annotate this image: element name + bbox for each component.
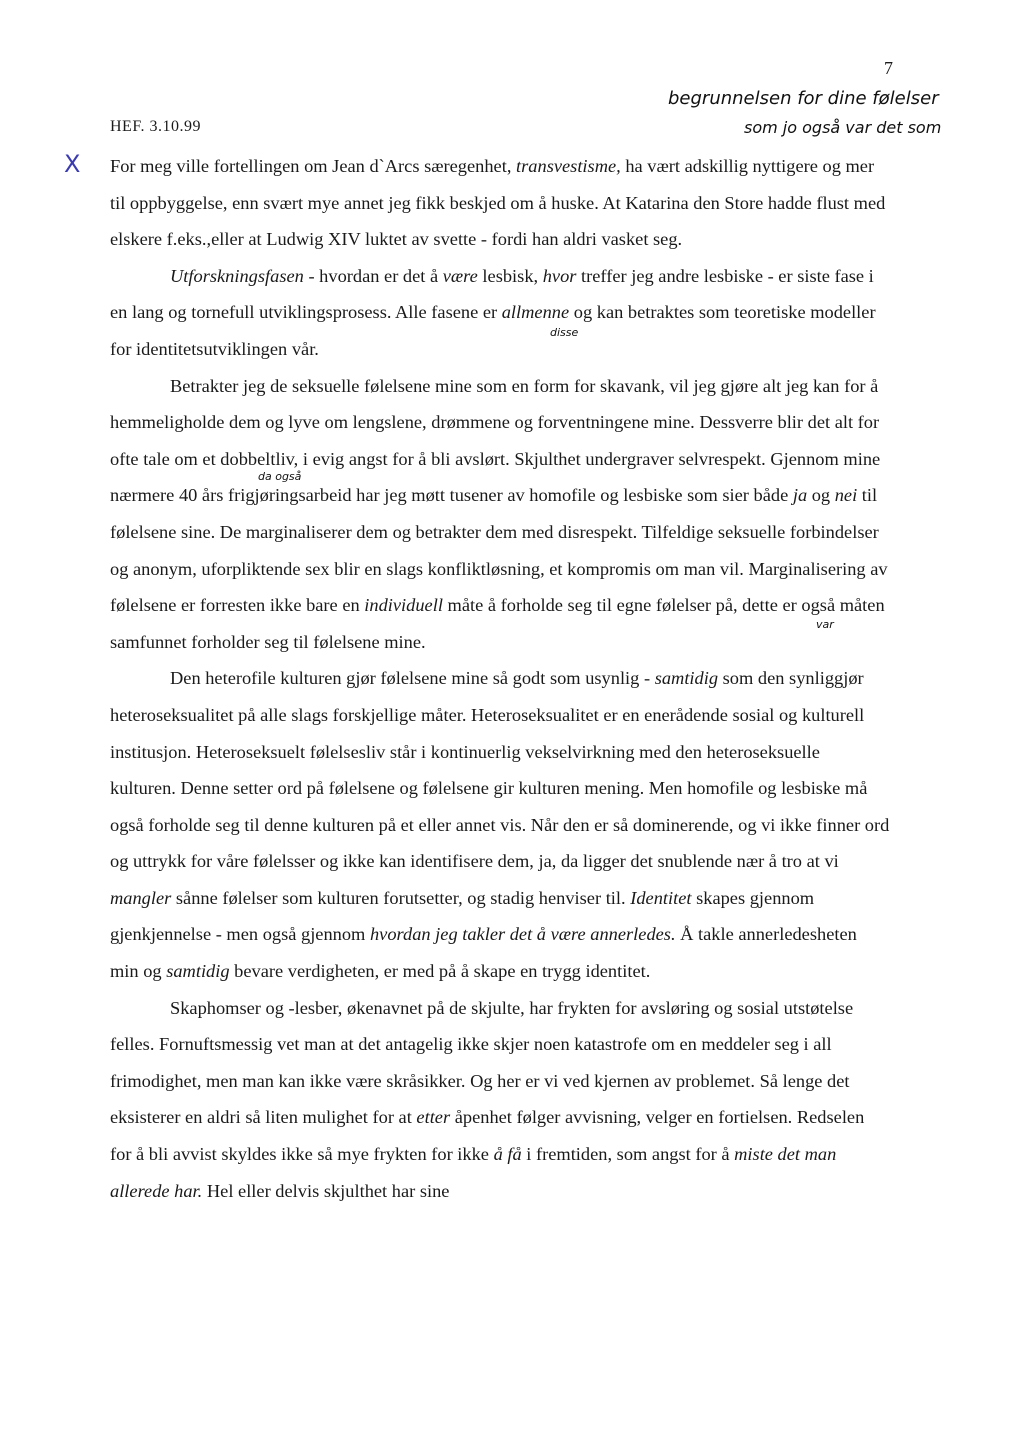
paragraph-4 [110,660,890,989]
text-run: Betrakter jeg de seksuelle følelsene mine som en form for skavank, vil jeg gjøre alt jeg kan for å hemmeligholde dem og lyve om lengslene, drømmene og forventningene mine. Dessverre blir det alt for ofte tale om et dobbeltliv, i evig angst for å bli avslørt. Skjulthet undergraver selvrespekt. Gjennom mine nærmere 40 års frigjøringsarbeid har jeg møtt tusener av homofile og lesbiske som sier både [110,375,881,506]
text-run: For meg ville fortellingen om Jean d`Arcs særegenhet, [110,156,517,176]
text-run: Å takle annerledesheten min og [110,924,857,982]
text-run: i fremtiden, som angst for å [521,1144,735,1165]
text-run: og kan betraktes som teoretiske modeller for identitetsutviklingen vår. [110,302,876,359]
margin-x-mark: X [64,150,81,178]
text-run: åpenhet følger avvisning, velger en fortielsen. Redselen for å bli avvist skyldes ikke så mye frykten for ikke [110,1107,865,1165]
text-run: sånne følelser som kulturen forutsetter, og stadig henviser til. [171,887,631,908]
page-number: 7 [884,58,893,78]
paragraph-5 [110,990,890,1210]
text-run: ha vært adskillig nyttigere og mer til oppbyggelse, enn svært mye annet jeg fikk beskjed om å huske. At Katarina den Store hadde flust med elskere f.eks.,eller at Ludwig XIV luktet av svette - fordi han aldri vasket seg. [110,156,886,250]
header-date: HEF. 3.10.99 [110,118,201,135]
paragraph-1 [110,148,890,258]
emphasis-text: hvor [542,265,577,286]
emphasis-text: mangler [110,887,172,908]
text-run: Hel eller delvis skjulthet har sine [202,1180,450,1201]
handwritten-insert-disse: disse [550,326,579,339]
emphasis-text: nei [834,485,858,506]
handwritten-note-line-2: som jo også var det som [744,118,942,137]
text-run: treffer jeg andre lesbiske - er siste fase i en lang og tornefull utviklingsprosess. Alle fasene er [110,265,874,323]
text-run: - hvordan er det å [303,265,443,286]
paragraph-2 [110,258,890,368]
text-run: måte å forholde seg til egne følelser på, dette er også måten samfunnet forholder seg til følelsene mine. [110,595,885,652]
handwritten-insert-var: var [816,618,834,631]
emphasis-text: å få [493,1144,522,1165]
emphasis-text: miste det man allerede har. [110,1144,837,1201]
emphasis-text: transvestisme, [516,156,621,176]
emphasis-text: være [442,265,478,286]
text-run: til følelsene sine. De marginaliserer dem og betrakter dem med disrespekt. Tilfeldige seksuelle forbindelser og anonym, uforpliktende sex blir en slags konfliktløsning, et kompromis om man vil. Marginalisering av følelsene er forresten ikke bare en [110,485,888,616]
emphasis-text: individuell [364,595,443,616]
handwritten-insert-da-ogsa: da også [258,470,302,483]
emphasis-text: ja [792,485,808,506]
emphasis-text: hvordan jeg takler det å være annerledes. [369,924,676,945]
text-run: som den synliggjør heteroseksualitet på alle slags forskjellige måter. Heteroseksualitet er en enerådende sosial og kulturell institusjon. Heteroseksuelt følelsesliv står i kontinuerlig vekselvirkning med den heteroseksuelle kulturen. Denne setter ord på følelsene og følelsene gir kulturen mening. Men homofile og lesbiske må også forholde seg til denne kulturen på et eller annet vis. Når den er så dominerende, og vi ikke finner ord og uttrykk for våre følelsser og ikke kan identifisere dem, ja, da ligger det snublende nær å tro at vi [110,668,890,872]
text-run: skapes gjennom gjenkjennelse - men også gjennom [110,887,815,945]
emphasis-text: Utforskningsfasen [170,265,304,286]
paragraph-3 [110,368,890,661]
emphasis-text: allmenne [501,302,570,323]
emphasis-text: samtidig [166,961,230,982]
text-run: Den heterofile kulturen gjør følelsene mine så godt som usynlig - [170,668,655,689]
emphasis-text: Identitet [630,887,692,908]
text-run: lesbisk, [477,265,543,286]
emphasis-text: etter [416,1107,451,1128]
handwritten-note-line-1: begrunnelsen for dine følelser [668,88,939,109]
text-run: Skaphomser og -lesber, økenavnet på de skjulte, har frykten for avsløring og sosial utstøtelse felles. Fornuftsmessig vet man at det antagelig ikke skjer noen katastrofe om en meddeler seg i all frimodighet, men man kan ikke være skråsikker. Og her er vi ved kjernen av problemet. Så lenge det eksisterer en aldri så liten mulighet for at [110,997,854,1128]
text-run: bevare verdigheten, er med på å skape en trygg identitet. [229,961,651,982]
document-body [110,148,890,1209]
emphasis-text: samtidig [654,668,719,689]
text-run: og [807,485,835,506]
